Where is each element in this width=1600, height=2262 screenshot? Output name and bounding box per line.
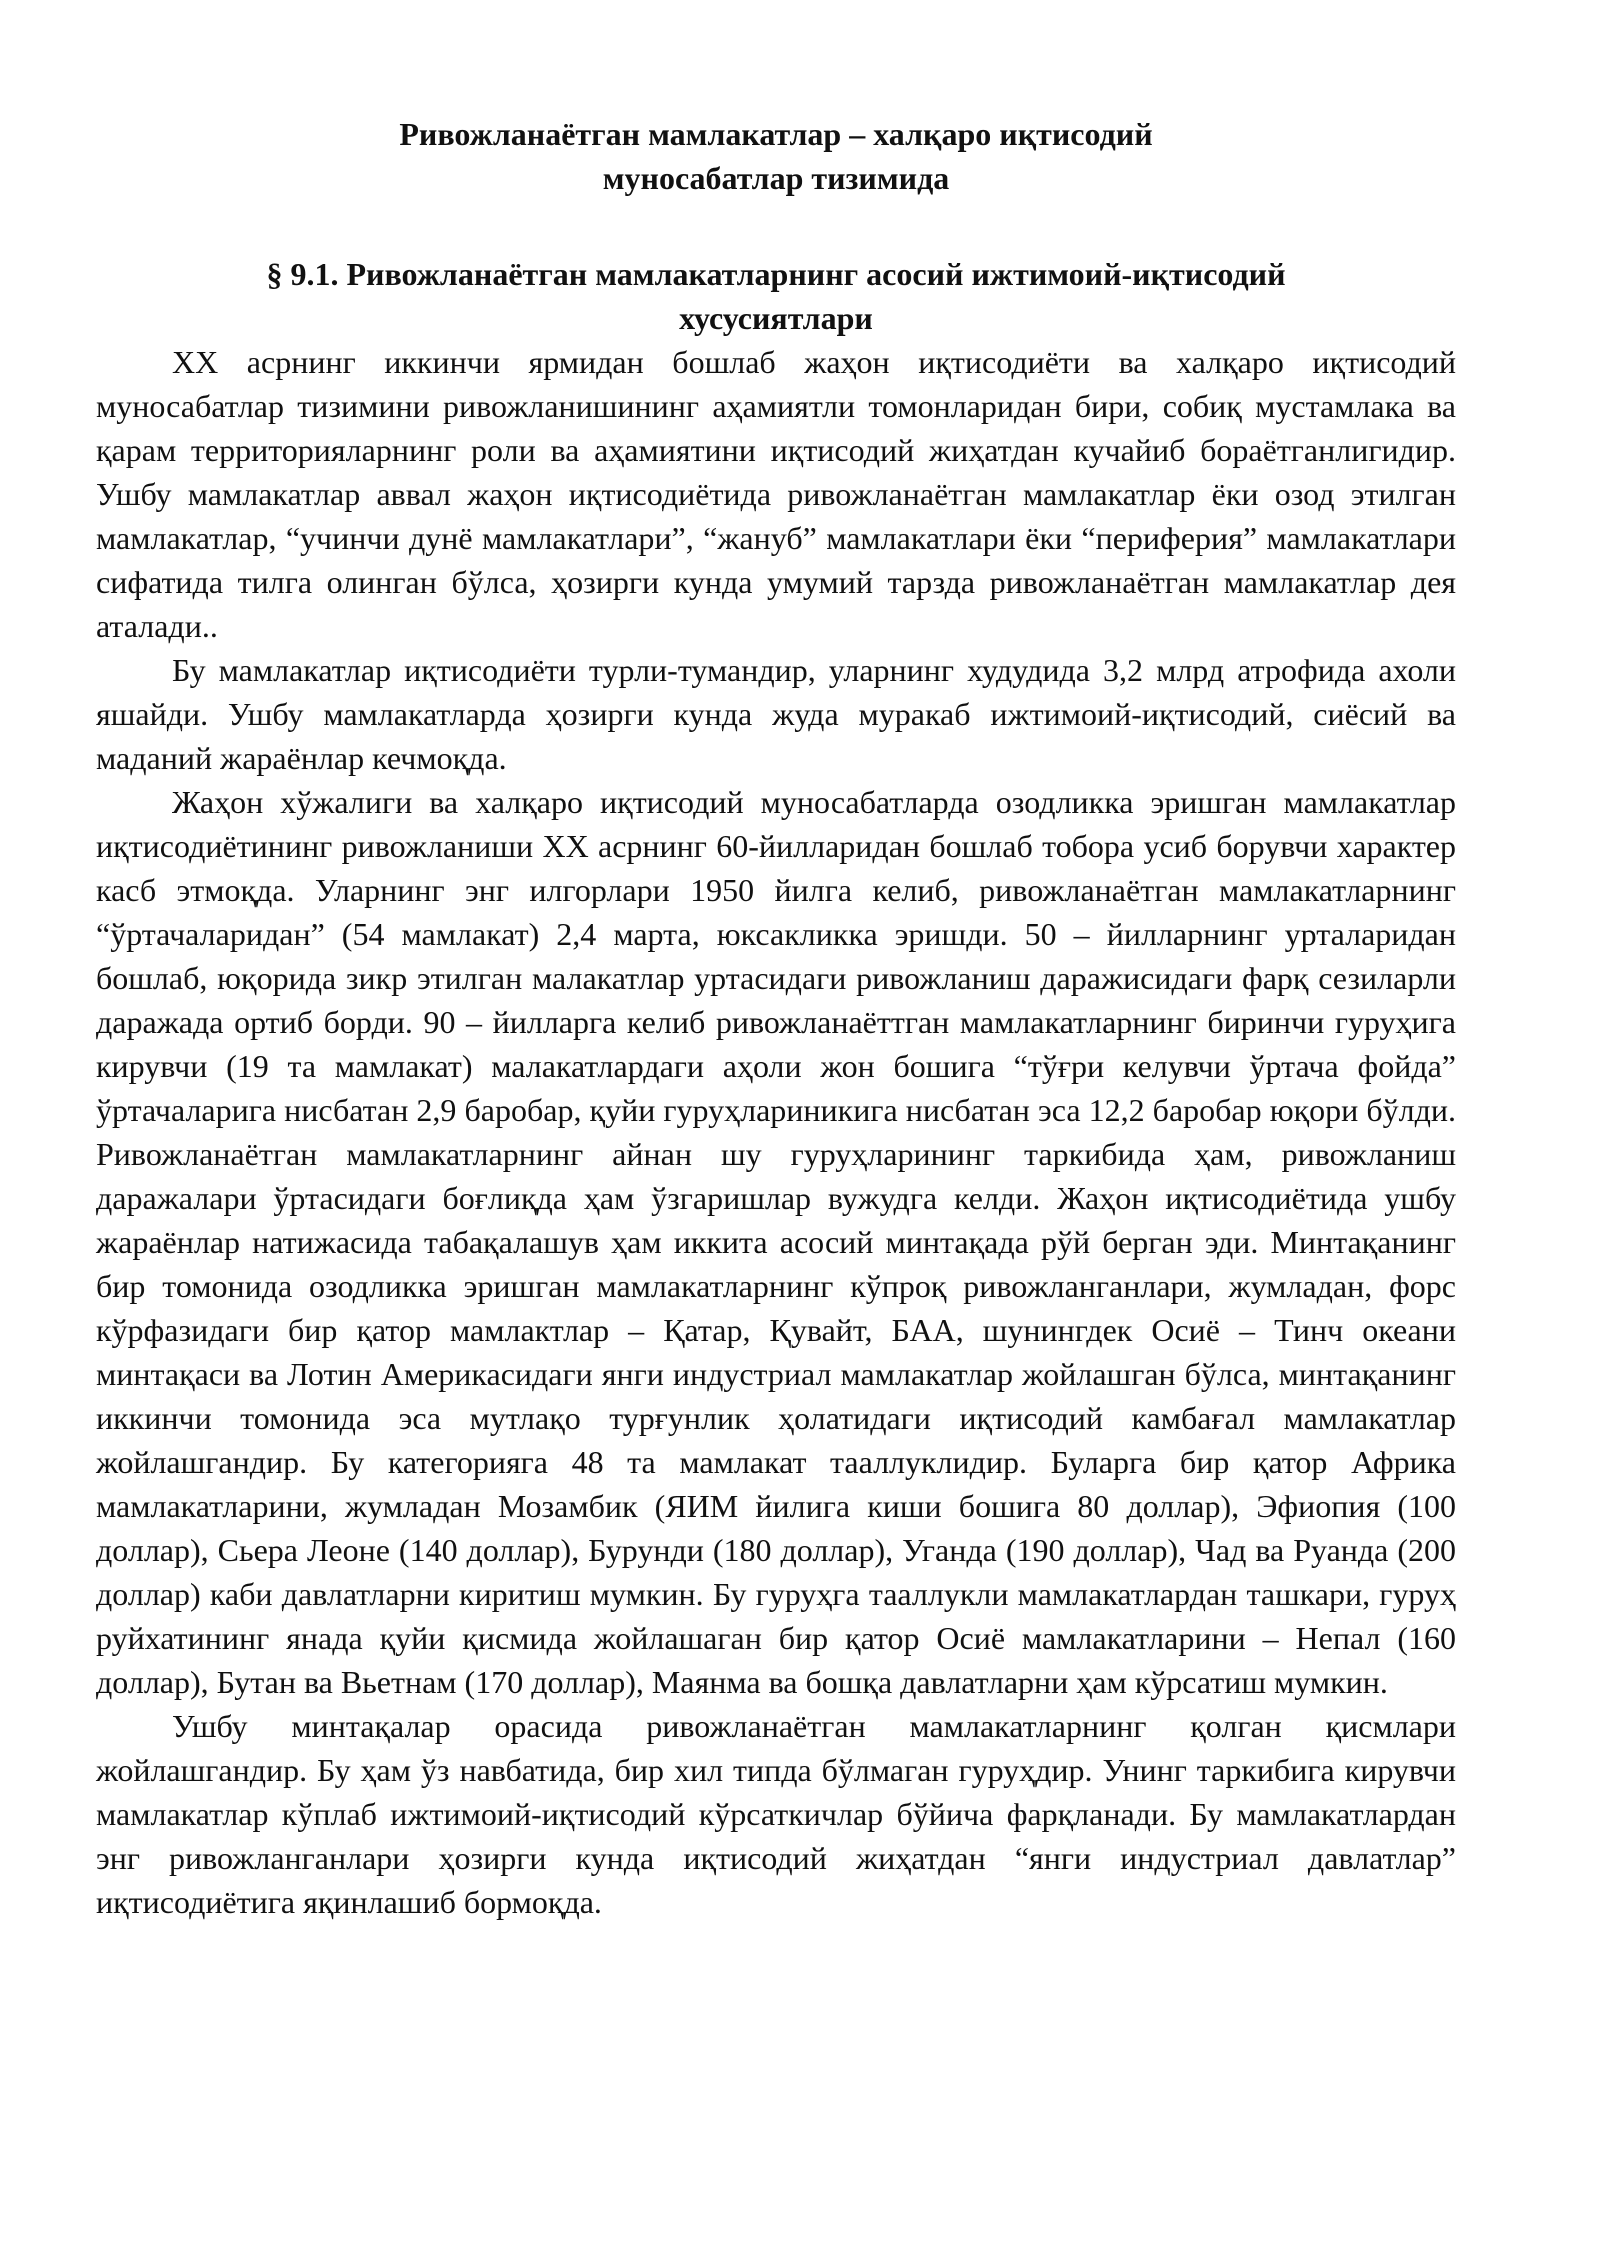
paragraph-3: Жаҳон хўжалиги ва халқаро иқтисодий муносабатларда озодликка эришган мамлакатлар иқтисодиётининг ривожланиши ХХ асрнинг 60-йилларидан бошлаб тобора усиб борувчи характер касб этмоқда. Уларнинг энг илгорлари 1950 йилга келиб, ривожланаётган мамлакатларнинг “ўртачаларидан” (54 мамлакат) 2,4 марта, юксакликка эришди. 50 – йилларнинг урталаридан бошлаб, юқорида зикр этилган малакатлар уртасидаги ривожланиш даражисидаги фарқ сезиларли даражада ортиб борди. 90 – йилларга келиб ривожланаёттган мамлакатларнинг биринчи гуруҳига кирувчи (19 та мамлакат) малакатлардаги аҳоли жон бошига “тўғри келувчи ўртача фойда” ўртачаларига нисбатан 2,9 баробар, қуйи гуруҳлариникига нисбатан эса 12,2 баробар юқори бўлди. Ривожланаётган мамлакатларнинг айнан шу гуруҳларининг таркибида ҳам, ривожланиш даражалари ўртасидаги боғлиқда ҳам ўзгаришлар вужудга келди. Жаҳон иқтисодиётида ушбу жараёнлар натижасида табақалашув ҳам иккита асосий минтақада рўй берган эди. Минтақанинг бир томонида озодликка эришган мамлакатларнинг кўпроқ ривожланганлари, жумладан, форс кўрфазидаги бир қатор мамлактлар – Қатар, Қувайт, БАА, шунингдек Осиё – Тинч океани минтақаси ва Лотин Америкасидаги янги индустриал мамлакатлар жойлашган бўлса, минтақанинг иккинчи томонида эса мутлақо турғунлик ҳолатидаги иқтисодий камбағал мамлакатлар жойлашгандир. Бу категорияга 48 та мамлакат тааллуклидир. Буларга бир қатор Африка мамлакатларини, жумладан Мозамбик (ЯИМ йилига киши бошига 80 доллар), Эфиопия (100 доллар), Сьера Леоне (140 доллар), Бурунди (180 доллар), Уганда (190 доллар), Чад ва Руанда (200 доллар) каби давлатларни киритиш мумкин. Бу гуруҳга тааллукли мамлакатлардан ташкари, гуруҳ руйхатининг янада қуйи қисмида жойлашаган бир қатор Осиё мамлакатларини – Непал (160 доллар), Бутан ва Вьетнам (170 доллар), Маянма ва бошқа давлатларни ҳам кўрсатиш мумкин.: [96, 784, 1456, 1700]
paragraph-2: Бу мамлакатлар иқтисодиёти турли-тумандир, уларнинг худудида 3,2 млрд атрофида ахоли яшайди. Ушбу мамлакатларда ҳозирги кунда жуда муракаб ижтимоий-иқтисодий, сиёсий ва маданий жараёнлар кечмоқда.: [96, 652, 1456, 776]
document-title-line-1: Ривожланаётган мамлакатлар – халқаро иқтисодий: [399, 116, 1153, 152]
paragraph-1: ХХ асрнинг иккинчи ярмидан бошлаб жаҳон иқтисодиёти ва халқаро иқтисодий муносабатлар тизимини ривожланишининг аҳамиятли томонларидан бири, собиқ мустамлака ва қарам территорияларнинг роли ва аҳамиятини иқтисодий жиҳатдан кучайиб бораётганлигидир. Ушбу мамлакатлар аввал жаҳон иқтисодиётида ривожланаётган мамлакатлар ёки озод этилган мамлакатлар, “учинчи дунё мамлакатлари”, “жануб” мамлакатлари ёки “периферия” мамлакатлари сифатида тилга олинган бўлса, ҳозирги кунда умумий тарзда ривожланаётган мамлакатлар дея аталади..: [96, 344, 1456, 644]
document-title-line-2: муносабатлар тизимида: [602, 160, 950, 196]
section-heading: [96, 252, 1456, 340]
section-heading-line-2: хусусиятлари: [679, 300, 873, 336]
section-heading-line-1: § 9.1. Ривожланаётган мамлакатларнинг асосий ижтимоий-иқтисодий: [266, 256, 1286, 292]
document-title: [96, 112, 1456, 200]
paragraph-4: Ушбу минтақалар орасида ривожланаётган мамлакатларнинг қолган қисмлари жойлашгандир. Бу ҳам ўз навбатида, бир хил типда бўлмаган гуруҳдир. Унинг таркибига кирувчи мамлакатлар кўплаб ижтимоий-иқтисодий кўрсаткичлар бўйича фарқланади. Бу мамлакатлардан энг ривожланганлари ҳозирги кунда иқтисодий жиҳатдан “янги индустриал давлатлар” иқтисодиётига яқинлашиб бормоқда.: [96, 1708, 1456, 1920]
document-page: [96, 112, 1456, 1924]
